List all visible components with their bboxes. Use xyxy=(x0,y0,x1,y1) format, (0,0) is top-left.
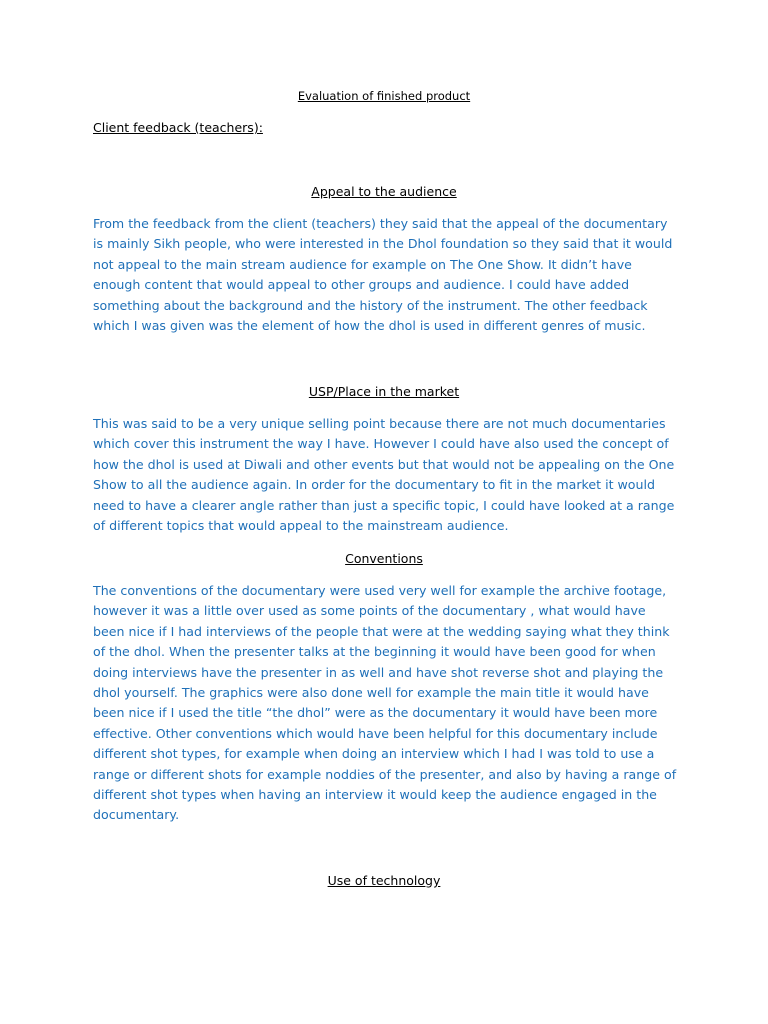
paragraph-line: different shot types, for example when doing an interview which I had I was told to use a xyxy=(93,746,655,762)
paragraph-line: is mainly Sikh people, who were interested in the Dhol foundation so they said that it would xyxy=(93,236,673,252)
paragraph-line: not appeal to the main stream audience for example on The One Show. It didn’t have xyxy=(93,256,632,272)
paragraph-line: of the dhol. When the presenter talks at the beginning it would have been good for when xyxy=(93,644,656,660)
document-title: Evaluation of finished product xyxy=(297,89,471,103)
paragraph-line: Show to all the audience again. In order for the documentary to fit in the market it would xyxy=(93,477,655,493)
paragraph-line: The conventions of the documentary were used very well for example the archive footage, xyxy=(93,583,667,598)
section-heading-appeal: Appeal to the audience xyxy=(311,184,457,199)
paragraph-line: different shot types when having an interview it would keep the audience engaged in the xyxy=(93,787,657,803)
paragraph-line: however it was a little over used as some points of the documentary , what would have xyxy=(93,603,646,619)
section-heading-technology: Use of technology xyxy=(327,873,441,888)
client-feedback-heading: Client feedback (teachers): xyxy=(93,120,263,135)
section-body-usp xyxy=(93,414,693,536)
paragraph-line: of different topics that would appeal to the mainstream audience. xyxy=(93,518,509,534)
paragraph-line: how the dhol is used at Diwali and other events but that would not be appealing on the One xyxy=(93,456,675,472)
paragraph-line: been nice if I had interviews of the people that were at the wedding saying what they think xyxy=(93,623,670,639)
paragraph-line: been nice if I used the title “the dhol” were as the documentary it would have been more xyxy=(93,705,658,721)
paragraph-line: documentary. xyxy=(93,807,180,823)
section-body-conventions xyxy=(93,581,693,826)
paragraph-line: need to have a clearer angle rather than just a specific topic, I could have looked at a range xyxy=(93,497,675,513)
paragraph-line: doing interviews have the presenter in as well and have shot reverse shot and playing the xyxy=(93,664,664,680)
paragraph-line: From the feedback from the client (teachers) they said that the appeal of the documentary xyxy=(93,216,668,231)
paragraph-line: range or different shots for example noddies of the presenter, and also by having a range of xyxy=(93,766,677,782)
paragraph-line: effective. Other conventions which would have been helpful for this documentary include xyxy=(93,725,658,741)
paragraph-line: something about the background and the history of the instrument. The other feedback xyxy=(93,297,648,313)
section-heading-usp: USP/Place in the market xyxy=(308,384,460,399)
section-body-appeal xyxy=(93,214,693,336)
section-heading-conventions: Conventions xyxy=(345,551,423,566)
paragraph-line: dhol yourself. The graphics were also done well for example the main title it would have xyxy=(93,685,649,701)
paragraph-line: which I was given was the element of how the dhol is used in different genres of music. xyxy=(93,318,646,334)
paragraph-line: which cover this instrument the way I have. However I could have also used the concept of xyxy=(93,436,669,452)
paragraph-line: This was said to be a very unique selling point because there are not much documentaries xyxy=(93,416,666,431)
paragraph-line: enough content that would appeal to other groups and audience. I could have added xyxy=(93,277,630,293)
